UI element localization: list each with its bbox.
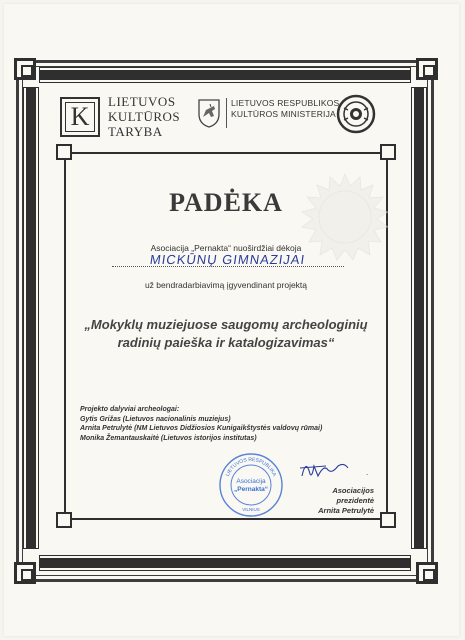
ministry-line-2: KULTŪROS MINISTERIJA xyxy=(231,109,336,119)
certificate-reason: už bendradarbiavimą įgyvendinant projektą xyxy=(144,280,308,290)
archeologist-item: Monika Žemantauskaitė (Lietuvos istorijos institutas) xyxy=(80,434,257,442)
culture-council-line-2: KULTŪROS xyxy=(108,109,181,124)
frame-band-right xyxy=(412,88,426,548)
certificate-title: PADĖKA xyxy=(169,188,283,217)
ministry-logo xyxy=(196,98,339,128)
frame-corner-top-left xyxy=(14,58,36,80)
culture-council-mark-letter: K xyxy=(70,101,90,131)
frame-corner-bottom-left xyxy=(14,562,36,584)
project-title-line-2: radinių paieška ir katalogizavimas“ xyxy=(117,335,335,350)
archeologists-list xyxy=(80,405,322,443)
frame-corner-top-right xyxy=(416,58,438,80)
culture-council-name xyxy=(108,94,180,139)
inner-corner-top-left xyxy=(56,144,72,160)
signatory-role: Asociacijos prezidentė xyxy=(332,486,374,505)
ministry-line-1: LIETUVOS RESPUBLIKOS xyxy=(231,98,340,108)
certificate-intro: Asociacija „Pernakta“ nuoširdžiai dėkoja xyxy=(150,243,302,253)
inner-corner-bottom-left xyxy=(56,512,72,528)
association-stamp xyxy=(218,452,284,518)
project-title-line-1: „Mokyklų muziejuose saugomų archeologinių xyxy=(84,317,368,332)
stamp-city: VILNIUS xyxy=(242,507,260,512)
stamp-center-line-1: Asociacija xyxy=(236,478,266,485)
stamp-center-line-2: „Pernakta“ xyxy=(234,486,268,493)
frame-band-top xyxy=(40,68,410,82)
frame-band-left xyxy=(24,88,38,548)
handwritten-signature xyxy=(296,456,356,482)
culture-council-line-1: LIETUVOS xyxy=(108,94,176,109)
signature-dot: . xyxy=(366,468,369,477)
culture-council-logo xyxy=(60,94,180,139)
ministry-name xyxy=(231,98,339,120)
association-seal-icon xyxy=(336,94,376,134)
archeologists-heading: Projekto dalyviai archeologai: xyxy=(80,406,180,413)
stamp-ring-text: LIETUVOS RESPUBLIKA xyxy=(224,456,278,478)
recipient-handwritten: MICKŪNŲ GIMNAZIJAI xyxy=(148,252,307,267)
signatory-name: Arnita Petrulytė xyxy=(318,506,374,515)
ministry-divider xyxy=(226,98,227,128)
signatory-block xyxy=(294,486,374,516)
culture-council-mark xyxy=(60,97,100,137)
frame-corner-bottom-right xyxy=(416,562,438,584)
project-title xyxy=(70,316,382,352)
archeologist-item: Gytis Grižas (Lietuvos nacionalinis muziejus) xyxy=(80,415,231,423)
inner-corner-bottom-right xyxy=(380,512,396,528)
vytis-coat-of-arms-icon xyxy=(196,98,222,128)
archeologist-item: Arnita Petrulytė (NM Lietuvos Didžiosios Kunigaikštystės valdovų rūmai) xyxy=(80,425,323,432)
recipient-dotted-line xyxy=(112,266,344,267)
culture-council-line-3: TARYBA xyxy=(108,124,163,139)
frame-band-bottom xyxy=(40,556,410,570)
inner-corner-top-right xyxy=(380,144,396,160)
